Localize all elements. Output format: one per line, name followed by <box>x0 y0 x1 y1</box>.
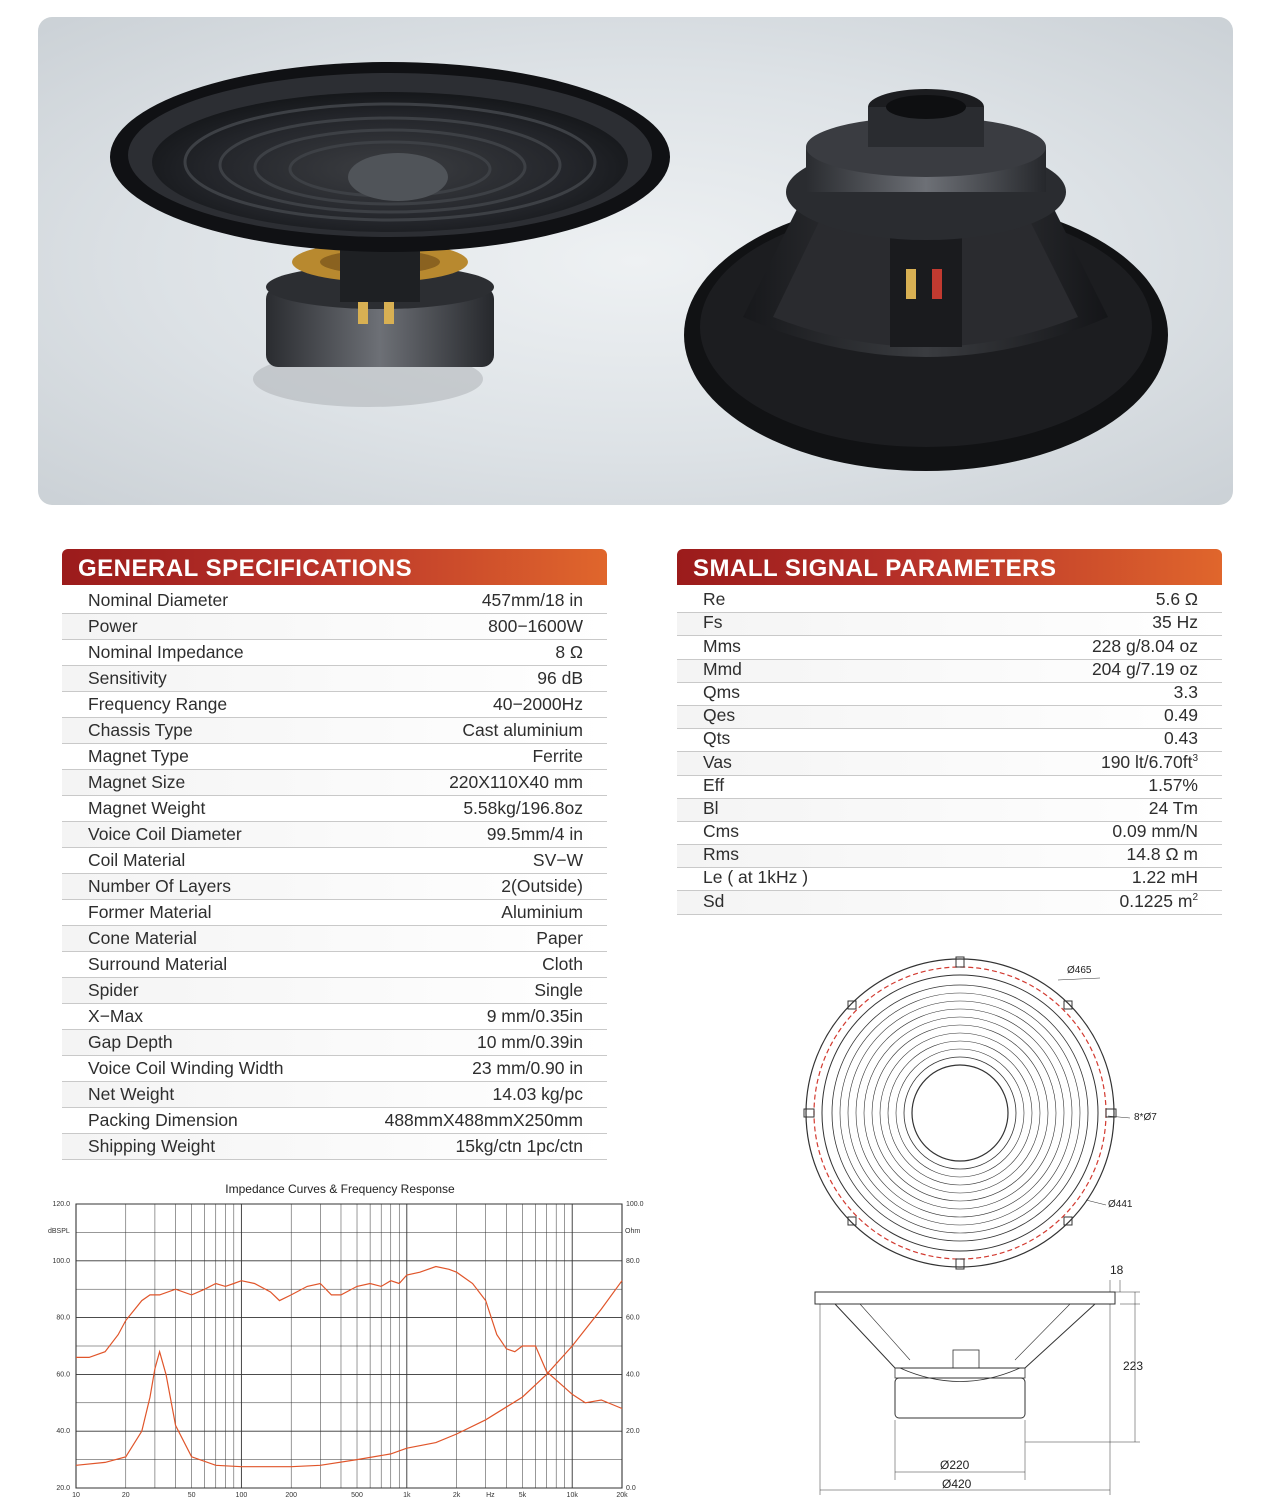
general-spec-value <box>487 824 583 845</box>
dim-mounting-holes: 8*Ø7 <box>1134 1112 1157 1123</box>
general-spec-value <box>555 642 583 663</box>
x-tick-label: 20 <box>121 1492 130 1499</box>
general-spec-value-text: Cast aluminium <box>462 720 583 740</box>
small-signal-label: Rms <box>703 844 739 865</box>
general-specifications-banner <box>62 549 607 585</box>
general-spec-value-text: 8 Ω <box>555 642 583 662</box>
dim-magnet-diameter: Ø220 <box>940 1458 970 1472</box>
y2-tick-label: 20.0 <box>626 1428 640 1436</box>
x-tick-label: 10k <box>566 1492 578 1499</box>
chart-title: Impedance Curves & Frequency Response <box>225 1182 455 1196</box>
general-spec-value-text: 2(Outside) <box>501 876 583 896</box>
general-spec-value-text: 10 mm/0.39in <box>476 1032 583 1052</box>
small-signal-value <box>1132 867 1198 888</box>
general-spec-label: Magnet Size <box>88 772 186 792</box>
small-signal-value <box>1152 612 1198 633</box>
general-spec-row <box>62 900 607 926</box>
general-specifications-table <box>62 588 607 1160</box>
x-tick-label: 50 <box>187 1492 196 1499</box>
small-signal-label: Le ( at 1kHz ) <box>703 867 809 888</box>
general-spec-label: Coil Material <box>88 850 186 870</box>
general-spec-label: Spider <box>88 980 139 1000</box>
small-signal-label: Cms <box>703 821 739 842</box>
general-spec-label: Nominal Diameter <box>88 590 229 610</box>
general-spec-value-text: Aluminium <box>501 902 583 922</box>
dim-outer-diameter: Ø465 <box>1067 965 1092 976</box>
small-signal-value-text: 0.1225 m <box>1119 890 1193 911</box>
small-signal-value <box>1148 775 1198 796</box>
general-spec-label: Number Of Layers <box>88 876 231 896</box>
rear-speaker-image <box>684 89 1168 471</box>
general-spec-value <box>542 954 583 975</box>
general-spec-value-text: 5.58kg/196.8oz <box>463 798 583 818</box>
small-signal-row <box>677 729 1222 752</box>
small-signal-label: Qms <box>703 681 740 702</box>
general-spec-row <box>62 1056 607 1082</box>
general-spec-label: Power <box>88 616 138 636</box>
x-tick-label: 10 <box>72 1492 80 1499</box>
x-tick-label: 100 <box>235 1492 248 1499</box>
small-signal-label: Re <box>703 589 726 610</box>
y2-tick-label: 40.0 <box>626 1371 640 1379</box>
small-signal-label: Qes <box>703 705 736 726</box>
y-tick-label: 60.0 <box>56 1371 70 1379</box>
small-signal-label: Fs <box>703 612 723 633</box>
y2-tick-label: 0.0 <box>626 1485 636 1492</box>
x-axis-unit: Hz <box>486 1492 495 1499</box>
general-spec-label: Magnet Weight <box>88 798 206 818</box>
general-spec-label: Sensitivity <box>88 668 167 688</box>
general-spec-value <box>501 876 583 897</box>
general-spec-value <box>462 720 583 741</box>
impedance-curve-line <box>76 1281 622 1467</box>
small-signal-value-text: 204 g/7.19 oz <box>1091 658 1198 679</box>
general-spec-row <box>62 666 607 692</box>
general-spec-label: Shipping Weight <box>88 1136 216 1156</box>
general-spec-row <box>62 926 607 952</box>
x-tick-label: 500 <box>351 1492 363 1499</box>
general-spec-value <box>482 590 583 611</box>
general-spec-row <box>62 1030 607 1056</box>
general-spec-value-text: 800−1600W <box>488 616 583 636</box>
small-signal-value <box>1156 589 1198 610</box>
small-signal-value-text: 35 Hz <box>1152 612 1198 633</box>
small-signal-value <box>1127 844 1198 865</box>
small-signal-row <box>677 636 1222 659</box>
impedance-frequency-chart <box>40 1176 644 1500</box>
small-signal-row <box>677 706 1222 729</box>
small-signal-banner <box>677 549 1222 585</box>
general-spec-value <box>493 694 583 715</box>
dim-total-depth: 223 <box>1123 1359 1144 1373</box>
small-signal-row <box>677 590 1222 613</box>
general-spec-label: Packing Dimension <box>88 1110 238 1130</box>
small-signal-row <box>677 845 1222 868</box>
general-spec-row <box>62 848 607 874</box>
general-spec-row <box>62 692 607 718</box>
general-spec-value <box>449 772 583 793</box>
general-spec-label: Chassis Type <box>88 720 193 740</box>
small-signal-value-text: 0.43 <box>1163 728 1198 749</box>
general-spec-value <box>532 746 583 767</box>
small-signal-value <box>1101 752 1198 773</box>
small-signal-value-text: 228 g/8.04 oz <box>1091 635 1198 656</box>
general-spec-value <box>487 1006 583 1027</box>
general-specifications-title: GENERAL SPECIFICATIONS <box>78 555 413 582</box>
technical-drawing <box>790 950 1190 1500</box>
general-spec-label: Cone Material <box>88 928 197 948</box>
general-spec-label: X−Max <box>88 1006 143 1026</box>
front-view-drawing <box>804 957 1133 1269</box>
small-signal-label: Sd <box>703 890 725 911</box>
general-spec-row <box>62 614 607 640</box>
dim-flange-depth: 18 <box>1110 1263 1124 1277</box>
x-tick-label: 2k <box>452 1492 461 1499</box>
small-signal-value <box>1092 659 1198 680</box>
small-signal-value-text: 14.8 Ω m <box>1126 844 1198 865</box>
general-spec-row <box>62 744 607 770</box>
right-axis-unit: Ohm <box>625 1228 641 1235</box>
general-spec-value-text: Cloth <box>542 954 583 974</box>
x-tick-label: 5k <box>518 1492 527 1499</box>
small-signal-row <box>677 822 1222 845</box>
general-spec-value-text: 488mmX488mmX250mm <box>384 1110 583 1130</box>
general-spec-value-text: 15kg/ctn 1pc/ctn <box>455 1136 583 1156</box>
small-signal-value <box>1119 891 1198 912</box>
general-spec-label: Gap Depth <box>88 1032 173 1052</box>
dimension-drawings <box>790 950 1190 1500</box>
small-signal-label: Mmd <box>703 658 742 679</box>
general-spec-label: Surround Material <box>88 954 228 974</box>
small-signal-title: SMALL SIGNAL PARAMETERS <box>693 555 1057 582</box>
small-signal-label: Bl <box>703 797 719 818</box>
general-spec-value <box>456 1136 583 1157</box>
general-spec-row <box>62 1134 607 1160</box>
general-spec-value <box>493 1084 583 1105</box>
general-spec-label: Former Material <box>88 902 212 922</box>
general-spec-value <box>463 798 583 819</box>
general-spec-value <box>472 1058 583 1079</box>
small-signal-value-text: 0.49 <box>1163 705 1198 726</box>
small-signal-label: Vas <box>703 751 732 772</box>
small-signal-table <box>677 590 1222 915</box>
general-spec-value-text: Ferrite <box>532 746 583 766</box>
small-signal-value <box>1112 821 1198 842</box>
frequency-response-line <box>76 1267 622 1409</box>
small-signal-row <box>677 660 1222 683</box>
small-signal-value-text: 1.57% <box>1148 774 1198 795</box>
general-spec-row <box>62 718 607 744</box>
small-signal-label: Qts <box>703 728 731 749</box>
general-spec-row <box>62 640 607 666</box>
small-signal-value-text: 0.09 mm/N <box>1112 821 1198 842</box>
y2-tick-label: 100.0 <box>626 1201 644 1208</box>
y-tick-label: 80.0 <box>56 1314 70 1322</box>
general-spec-value-text: 40−2000Hz <box>492 694 583 714</box>
small-signal-row <box>677 799 1222 822</box>
general-spec-value-text: 96 dB <box>537 668 583 688</box>
general-spec-value-text: 23 mm/0.90 in <box>472 1058 583 1078</box>
x-tick-label: 20k <box>616 1492 628 1499</box>
y-tick-label: 40.0 <box>56 1428 70 1436</box>
general-spec-label: Voice Coil Winding Width <box>88 1058 284 1078</box>
y2-tick-label: 60.0 <box>626 1314 640 1322</box>
small-signal-label: Eff <box>703 774 725 795</box>
general-spec-value-text: 14.03 kg/pc <box>492 1084 583 1104</box>
general-spec-label: Net Weight <box>88 1084 175 1104</box>
small-signal-value-text: 190 lt/6.70ft <box>1100 751 1193 772</box>
product-photo-panel <box>38 17 1233 505</box>
small-signal-row <box>677 776 1222 799</box>
general-spec-row <box>62 1082 607 1108</box>
general-spec-value-text: 457mm/18 in <box>481 590 583 610</box>
general-spec-value <box>536 928 583 949</box>
small-signal-row <box>677 752 1222 775</box>
general-spec-row <box>62 588 607 614</box>
y2-tick-label: 80.0 <box>626 1257 640 1265</box>
chart-canvas <box>40 1176 644 1500</box>
general-spec-label: Nominal Impedance <box>88 642 244 662</box>
general-spec-value <box>501 902 583 923</box>
general-spec-value <box>477 1032 583 1053</box>
small-signal-row <box>677 891 1222 914</box>
general-spec-value-text: 220X110X40 mm <box>449 772 583 792</box>
general-spec-row <box>62 822 607 848</box>
x-tick-label: 200 <box>285 1492 298 1499</box>
small-signal-label: Mms <box>703 635 741 656</box>
small-signal-row <box>677 613 1222 636</box>
dim-mounting-diameter: Ø441 <box>1108 1199 1133 1210</box>
general-spec-row <box>62 1108 607 1134</box>
general-spec-value <box>534 980 583 1001</box>
y-tick-label: 20.0 <box>56 1485 70 1492</box>
y-tick-label: 100.0 <box>52 1257 70 1265</box>
general-spec-value <box>488 616 583 637</box>
dim-baffle-diameter: Ø420 <box>942 1477 972 1491</box>
small-signal-value-text: 3.3 <box>1173 681 1198 702</box>
general-spec-row <box>62 952 607 978</box>
general-spec-row <box>62 1004 607 1030</box>
x-tick-label: 1k <box>403 1492 411 1499</box>
small-signal-value <box>1174 682 1198 703</box>
small-signal-value-superscript: 3 <box>1192 752 1198 764</box>
small-signal-value <box>1149 798 1198 819</box>
general-spec-value-text: 9 mm/0.35in <box>486 1006 583 1026</box>
y-tick-label: 120.0 <box>52 1201 70 1208</box>
general-spec-label: Magnet Type <box>88 746 189 766</box>
general-spec-row <box>62 770 607 796</box>
general-spec-value <box>537 668 583 689</box>
general-spec-row <box>62 978 607 1004</box>
side-view-drawing <box>815 1280 1140 1495</box>
general-spec-value-text: Paper <box>536 928 583 948</box>
small-signal-row <box>677 683 1222 706</box>
general-spec-label: Frequency Range <box>88 694 228 714</box>
general-spec-value-text: Single <box>534 980 583 1000</box>
general-spec-value-text: SV−W <box>532 850 583 870</box>
general-spec-label: Voice Coil Diameter <box>88 824 242 844</box>
small-signal-value-text: 5.6 Ω <box>1155 589 1198 610</box>
small-signal-value <box>1164 728 1198 749</box>
small-signal-value-text: 24 Tm <box>1148 797 1198 818</box>
speaker-photos <box>38 17 1233 505</box>
small-signal-value-superscript: 2 <box>1192 891 1198 903</box>
small-signal-value <box>1092 636 1198 657</box>
general-spec-value <box>385 1110 583 1131</box>
front-speaker-image <box>110 62 670 407</box>
small-signal-row <box>677 868 1222 891</box>
small-signal-value <box>1164 705 1198 726</box>
general-spec-value-text: 99.5mm/4 in <box>486 824 583 844</box>
general-spec-value <box>533 850 583 871</box>
left-axis-unit: dBSPL <box>48 1228 70 1235</box>
general-spec-row <box>62 874 607 900</box>
small-signal-value-text: 1.22 mH <box>1131 867 1198 888</box>
general-spec-row <box>62 796 607 822</box>
